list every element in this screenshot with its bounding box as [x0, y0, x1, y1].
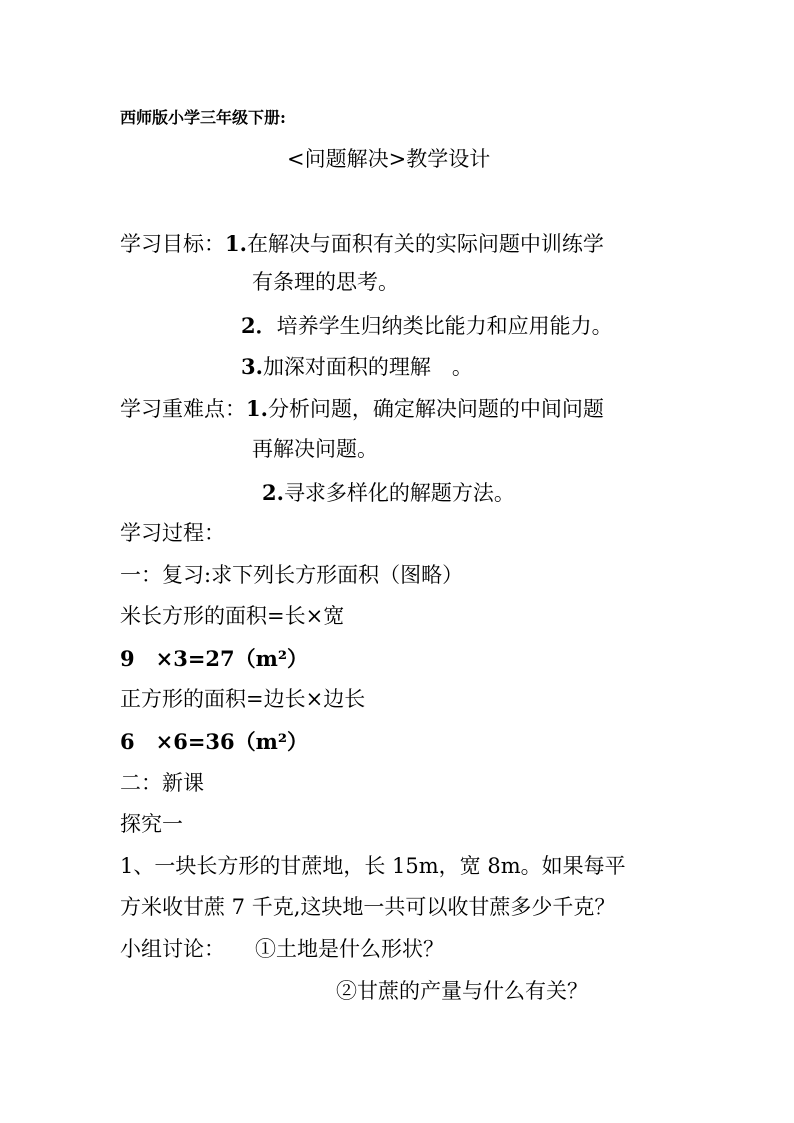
- objective-1-number: 1.: [225, 231, 247, 256]
- objective-3-text: 加深对面积的理解 。: [262, 355, 473, 379]
- discussion-line: [120, 939, 225, 960]
- discussion-question-2: ②甘蔗的产量与什么有关？: [336, 979, 588, 1003]
- rectangle-formula: 米长方形的面积=长×宽: [120, 604, 345, 628]
- key-points-label: 学习重难点：: [120, 397, 246, 421]
- key-point-2-text: 寻求多样化的解题方法。: [283, 481, 515, 505]
- new-lesson-heading: 二：新课: [120, 771, 204, 795]
- key-point-2-number: 2.: [262, 480, 284, 505]
- key-point-2: [262, 482, 515, 504]
- problem-line-2: 方米收甘蔗 7 千克,这块地一共可以收甘蔗多少千克？: [120, 895, 616, 919]
- explore-heading: 探究一: [120, 812, 183, 836]
- objectives-label: 学习目标：: [120, 232, 225, 256]
- discussion-label: 小组讨论：: [120, 937, 225, 961]
- objective-1-text: 在解决与面积有关的实际问题中训练学: [246, 232, 604, 256]
- series-label: 西师版小学三年级下册:: [120, 108, 286, 127]
- rectangle-calc-expression: 9 ×3=27: [120, 646, 235, 671]
- square-calc-expression: 6 ×6=36: [120, 729, 235, 754]
- key-point-1-continuation: 再解决问题。: [252, 437, 378, 461]
- key-point-1-number: 1.: [246, 396, 268, 421]
- objective-2-number: 2．: [241, 313, 277, 338]
- objective-2: [241, 315, 613, 337]
- problem-line-1: 1、一块长方形的甘蔗地，长 15m，宽 8m。如果每平: [120, 854, 626, 878]
- objective-3-number: 3.: [241, 354, 263, 379]
- key-points-line-1: [120, 398, 604, 420]
- rectangle-calculation: [120, 648, 308, 670]
- objectives-line-1: [120, 233, 604, 255]
- square-formula: 正方形的面积=边长×边长: [120, 687, 366, 711]
- document-title: <问题解决>教学设计: [287, 147, 491, 171]
- discussion-question-1: ①土地是什么形状？: [255, 937, 444, 961]
- process-label: 学习过程：: [120, 521, 225, 545]
- key-point-1-text: 分析问题，确定解决问题的中间问题: [267, 397, 604, 421]
- objective-1-continuation: 有条理的思考。: [252, 270, 399, 294]
- objective-2-text: 培养学生归纳类比能力和应用能力。: [276, 314, 613, 338]
- square-calculation: [120, 731, 308, 753]
- rectangle-calc-unit: （m²）: [234, 646, 309, 671]
- review-heading: 一：复习:求下列长方形面积（图略）: [120, 563, 464, 587]
- square-calc-unit: （m²）: [234, 729, 309, 754]
- objective-3: [241, 356, 473, 378]
